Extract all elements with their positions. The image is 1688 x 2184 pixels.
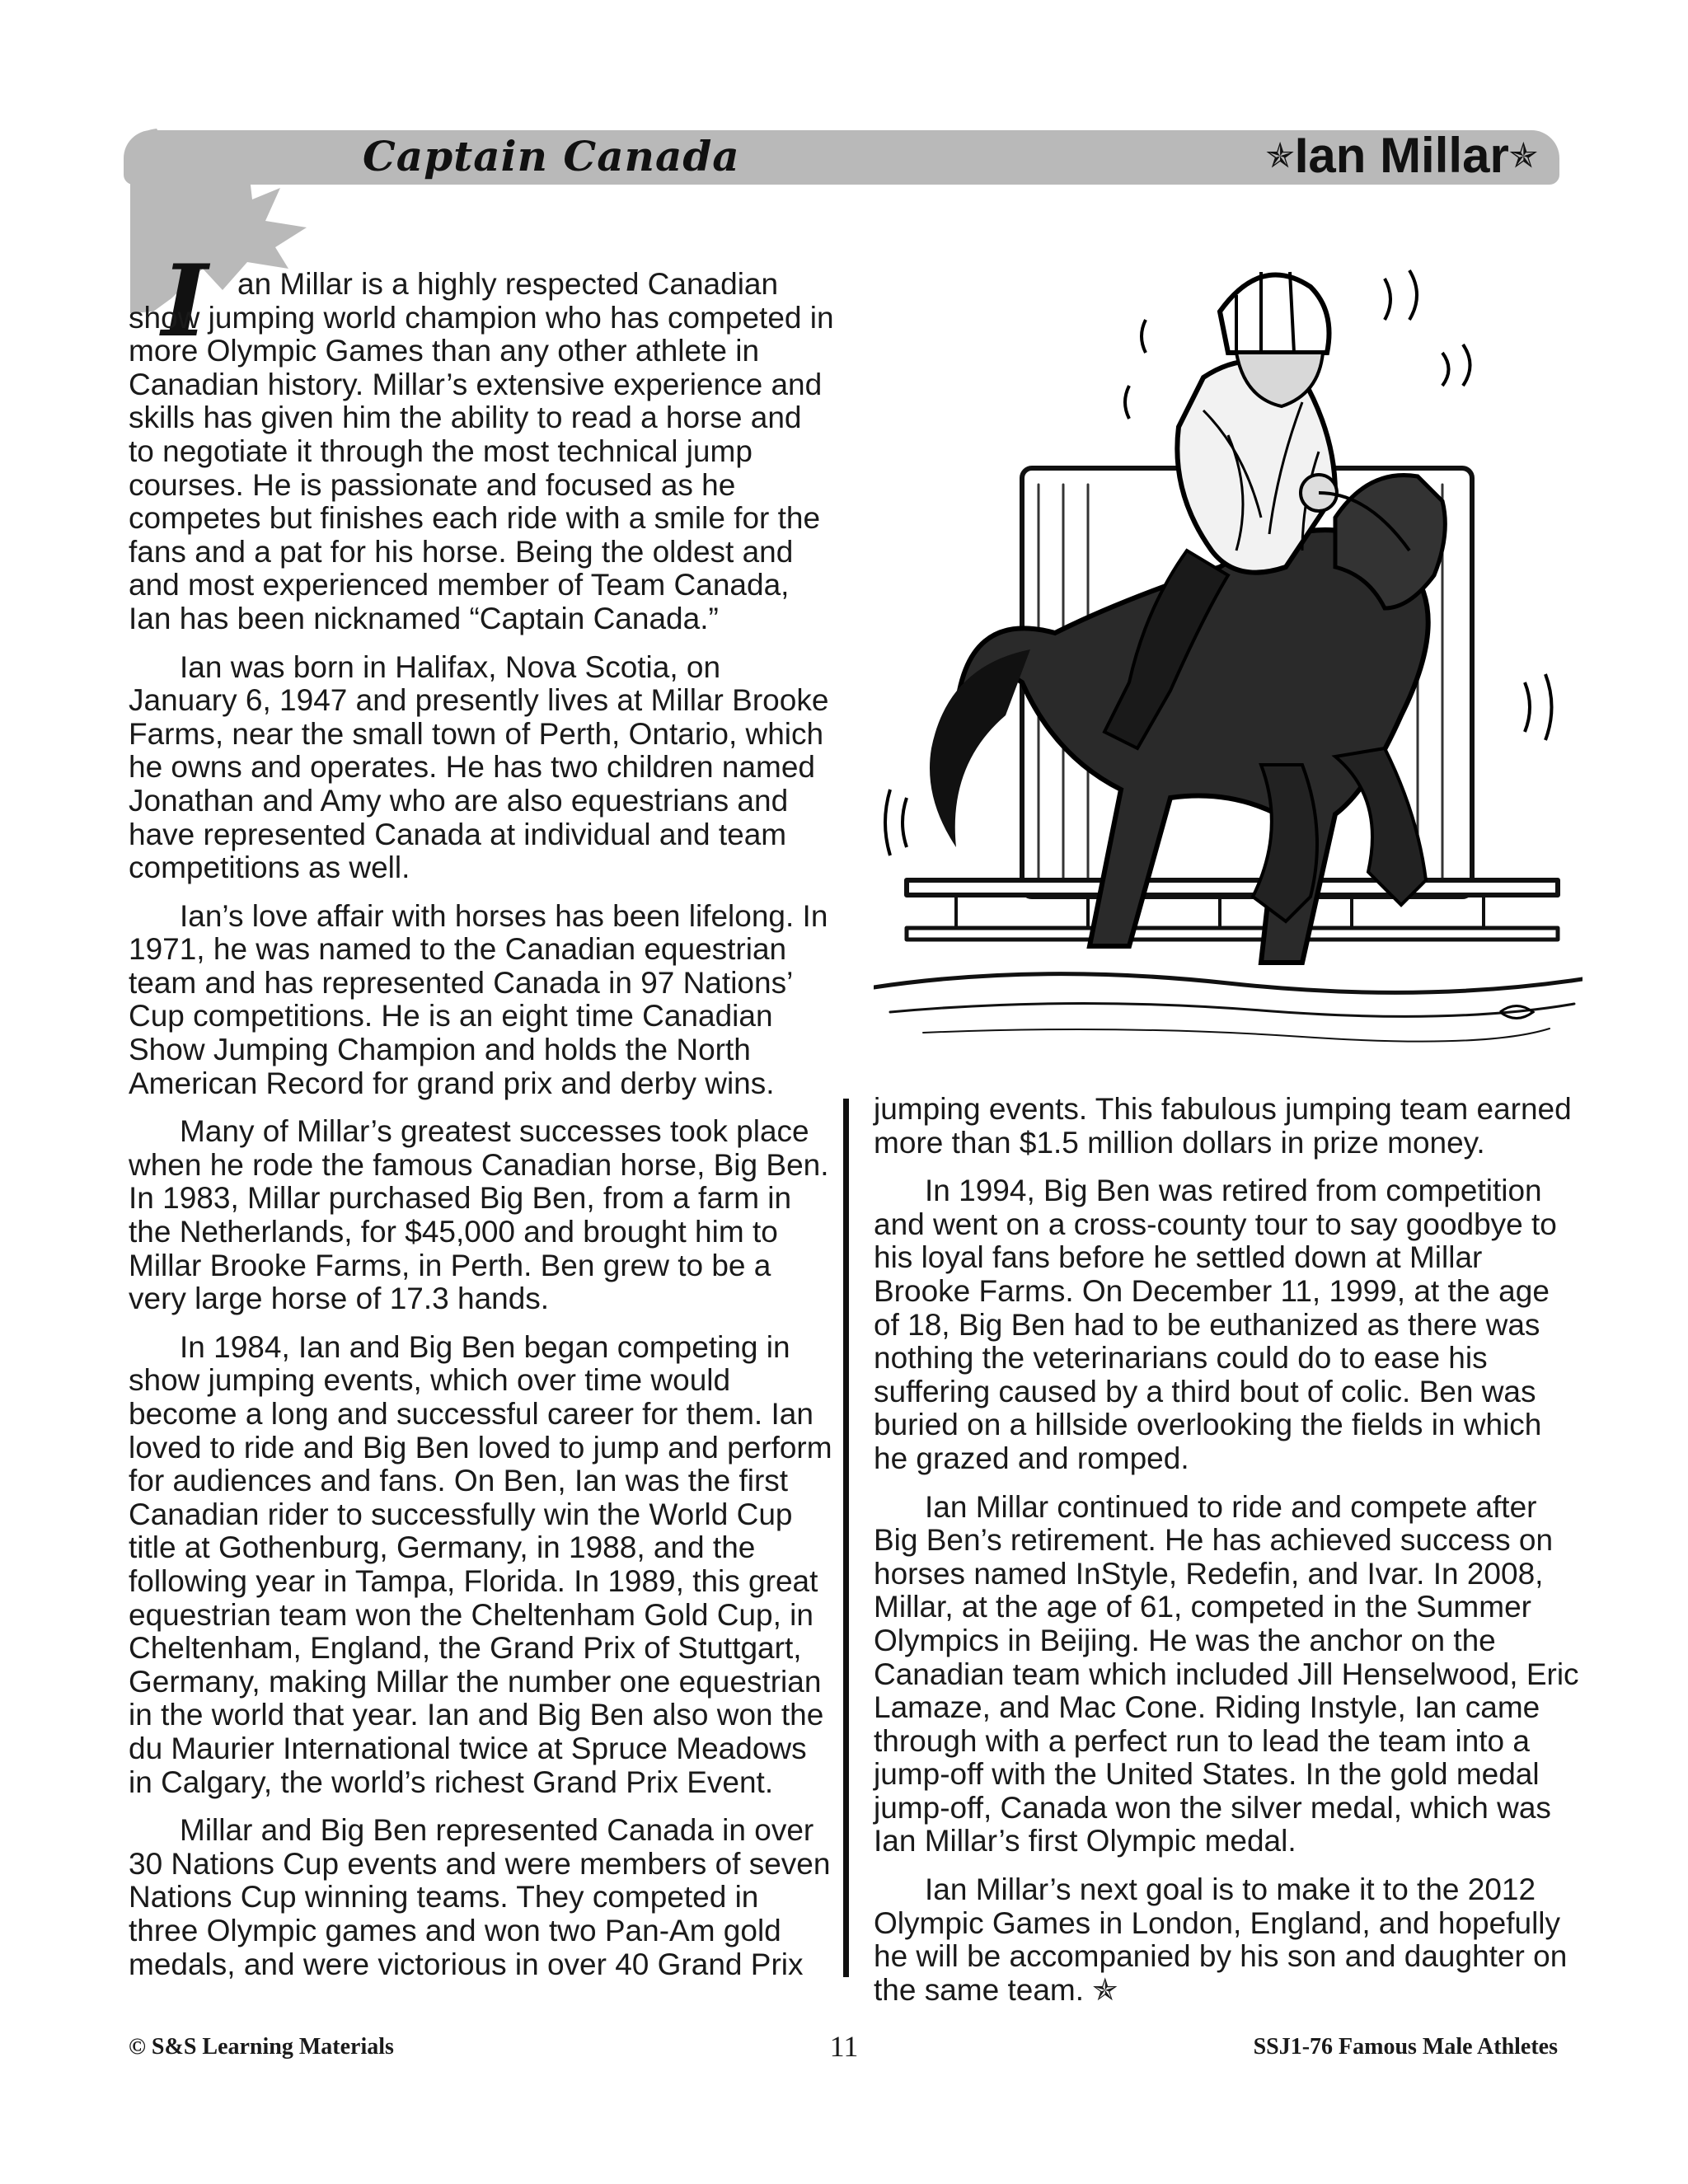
athlete-name <box>1266 127 1538 184</box>
series-title: SSJ1-76 Famous Male Athletes <box>1253 2034 1558 2060</box>
page-number: 11 <box>829 2030 859 2063</box>
star-icon: ✯ <box>1508 136 1538 175</box>
article-column-left <box>129 268 834 1981</box>
paragraph: Many of Millar’s greatest successes took place when he rode the famous Canadian horse, Big Ben. In 1983, Millar purchased Big Ben, from a farm in the Netherlands, for $45,000 and brought him to Millar Brooke Farms, in Perth. Ben grew to be a very large horse of 17.3 hands. <box>129 1114 829 1316</box>
athlete-name-text: Ian Millar <box>1294 128 1509 183</box>
paragraph: Ian’s love affair with horses has been lifelong. In 1971, he was named to the Canadian equestrian team and has represented Canada in 97 Nations’ Cup competitions. He is an eight time Canadian Show Jumping Champion and holds the North American Record for grand prix and derby wins. <box>129 898 828 1100</box>
paragraph: jumping events. This fabulous jumping team earned more than $1.5 million dollars in prize money. <box>874 1092 1572 1160</box>
paragraph: Millar and Big Ben represented Canada in over 30 Nations Cup events and were members of seven Nations Cup winning teams. They competed in three Olympic games and won two Pan-Am gold medals, and were victorious in over 40 Grand Prix <box>129 1813 831 1981</box>
paragraph <box>874 1873 1582 2007</box>
paragraph-text: Ian Millar’s next goal is to make it to the 2012 Olympic Games in London, England, and hopefully he will be accompanied by his son and daughter on the same team. <box>874 1872 1568 2007</box>
article-column-right <box>874 1093 1582 2007</box>
paragraph: In 1984, Ian and Big Ben began competing in show jumping events, which over time would become a long and successful career for them. Ian loved to ride and Big Ben loved to jump and perform for audiences and fans. On Ben, Ian was the first Canadian rider to successfully win the World Cup title at Gothenburg, Germany, in 1988, and the following year in Tampa, Florida. In 1989, this great equestrian team won the Cheltenham Gold Cup, in Cheltenham, England, the Grand Prix of Stuttgart, Germany, making Millar the number one equestrian in the world that year. Ian and Big Ben also won the du Maurier International twice at Spruce Meadows in Calgary, the world’s richest Grand Prix Event. <box>129 1329 832 1799</box>
title-banner <box>124 124 1559 190</box>
paragraph-first-line: an Millar is a highly respected Canadian <box>237 267 779 301</box>
paragraph-text: show jumping world champion who has competed in more Olympic Games than any other athlete in Canadian history. Millar’s extensive experience and skills has given him the ability to read a horse and to negotiate it through the most technical jump courses. He is passionate and focused as he competes but finishes each ride with a smile for the fans and a pat for his horse. Being the oldest and and most experienced member of Team Canada, Ian has been nicknamed “Captain Canada.” <box>129 300 834 635</box>
page-footer <box>0 2030 1688 2067</box>
paragraph: Ian Millar continued to ride and compete after Big Ben’s retirement. He has achieved success on horses named InStyle, Redefin, and Ivar. In 2008, Millar, at the age of 61, competed in the Summer Olympics in Beijing. He was the anchor on the Canadian team which included Jill Henselwood, Eric Lamaze, and Mac Cone. Riding Instyle, Ian came through with a perfect run to lead the team into a jump-off with the United States. In the gold medal jump-off, Canada won the silver medal, which was Ian Millar’s first Olympic medal. <box>874 1489 1579 1858</box>
paragraph: Ian was born in Halifax, Nova Scotia, on January 6, 1947 and presently lives at Millar Brooke Farms, near the small town of Perth, Ontario, which he owns and operates. He has two children named Jonathan and Amy who are also equestrians and have represented Canada at individual and team competitions as well. <box>129 649 829 885</box>
star-icon: ✯ <box>1265 136 1295 175</box>
paragraph <box>129 268 834 636</box>
page-title: Captain Canada <box>363 132 740 180</box>
column-divider <box>843 1099 849 1977</box>
show-jumping-illustration <box>874 221 1582 1053</box>
end-star-icon: ✯ <box>1092 1972 1118 2007</box>
paragraph: In 1994, Big Ben was retired from competition and went on a cross-county tour to say goodbye to his loyal fans before he settled down at Millar Brooke Farms. On December 11, 1999, at the age of 18, Big Ben had to be euthanized as there was nothing the veterinarians could do to ease his suffering caused by a third bout of colic. Ben was buried on a hillside overlooking the fields in which he grazed and romped. <box>874 1174 1557 1475</box>
drop-cap: I <box>162 243 209 359</box>
copyright-text: © S&S Learning Materials <box>129 2034 394 2060</box>
